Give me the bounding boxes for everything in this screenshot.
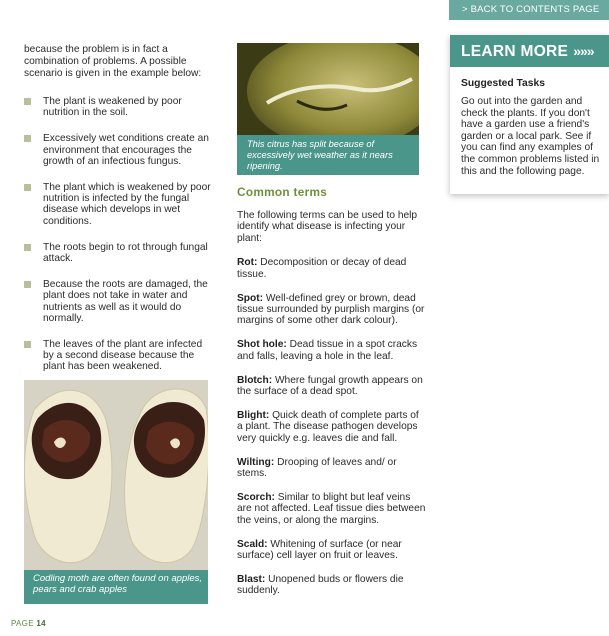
list-item: Because the roots are damaged, the plant does not take in water and nutrients as well as it would do normally. xyxy=(24,279,214,324)
list-item: Excessively wet conditions create an environment that encourages the growth of an infectious fungus. xyxy=(24,133,214,167)
learn-more-title: LEARN MORE xyxy=(461,43,569,60)
apple-photo xyxy=(24,380,208,570)
square-bullet-icon xyxy=(24,281,31,288)
page-number: PAGE 14 xyxy=(11,619,46,628)
common-terms-section xyxy=(237,185,427,609)
suggested-tasks-heading: Suggested Tasks xyxy=(461,78,545,89)
suggested-tasks-text: Go out into the garden and check the plants. If you don't have a garden use a friend's garden or a local park. See if you can find any examples of the common problems listed in this and the following page. xyxy=(461,96,600,177)
list-item: The plant is weakened by poor nutrition in the soil. xyxy=(24,96,214,118)
term-blotch: Blotch: Where fungal growth appears on the surface of a dead spot. xyxy=(237,374,423,397)
apple-photo-caption: Codling moth are often found on apples, pears and crab apples xyxy=(33,573,203,595)
term-blast: Blast: Unopened buds or flowers die suddenly. xyxy=(237,573,404,597)
citrus-photo xyxy=(237,43,419,135)
list-item: The leaves of the plant are infected by a second disease because the plant has been weakened. xyxy=(24,339,214,373)
list-item: The roots begin to rot through fungal attack. xyxy=(24,242,214,264)
learn-more-header xyxy=(450,35,609,67)
term-blight: Blight: Quick death of complete parts of a plant. The disease pathogen develops very quickly e.g. leaves die and fall. xyxy=(237,409,419,444)
section-heading: Common terms xyxy=(237,185,328,199)
intro-paragraph: because the problem is in fact a combination of problems. A possible scenario is given in the example below: xyxy=(24,44,202,79)
back-to-contents-link[interactable]: > BACK TO CONTENTS PAGE xyxy=(449,0,609,20)
scenario-list xyxy=(24,96,214,373)
term-scald: Scald: Whitening of surface (or near surface) cell layer on fruit or leaves. xyxy=(237,538,402,562)
term-shot-hole: Shot hole: Dead tissue in a spot cracks and falls, leaving a hole in the leaf. xyxy=(237,339,418,362)
term-rot: Rot: Decomposition or decay of dead tissue. xyxy=(237,257,407,280)
square-bullet-icon xyxy=(24,135,31,142)
apple-photo-figure xyxy=(24,380,208,604)
square-bullet-icon xyxy=(24,341,31,348)
term-wilting: Wilting: Drooping of leaves and/ or stems. xyxy=(237,456,397,479)
list-item: The plant which is weakened by poor nutrition is infected by the fungal disease which develops in wet conditions. xyxy=(24,182,214,227)
chevrons-right-icon: »»» xyxy=(573,43,594,59)
term-scorch: Scorch: Similar to blight but leaf veins are not affected. Leaf tissue dies between the veins, or along the margins. xyxy=(237,491,426,526)
left-column xyxy=(24,44,214,388)
square-bullet-icon xyxy=(24,98,31,105)
terms-intro: The following terms can be used to help identify what disease is infecting your plant: xyxy=(237,210,418,244)
learn-more-card xyxy=(450,35,609,194)
square-bullet-icon xyxy=(24,184,31,191)
square-bullet-icon xyxy=(24,244,31,251)
citrus-photo-figure xyxy=(237,43,419,175)
citrus-photo-caption: This citrus has split because of excessively wet weather as it nears ripening. xyxy=(247,139,393,171)
term-spot: Spot: Well-defined grey or brown, dead tissue surrounded by purplish margins (or margins of some other dark colour). xyxy=(237,292,425,327)
